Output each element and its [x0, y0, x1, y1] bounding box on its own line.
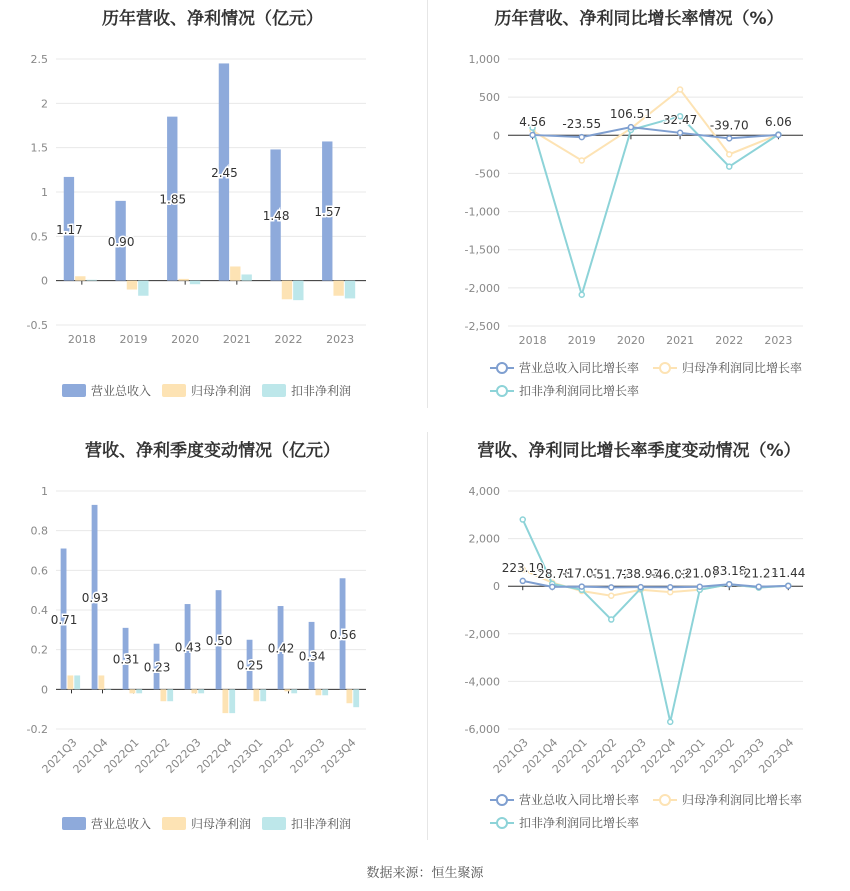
- bar-deducted-profit: [353, 689, 359, 707]
- data-label: 0.25: [236, 658, 264, 673]
- bar-deducted-profit: [190, 281, 200, 285]
- data-label: 0.56: [329, 627, 357, 642]
- chart-title: 历年营收、净利情况（亿元）: [102, 9, 323, 29]
- x-tick-label: 2023Q2: [256, 735, 297, 776]
- quarterly-growth-panel: [428, 432, 850, 842]
- legend-swatch: [62, 817, 86, 830]
- y-tick-label: 1: [41, 485, 48, 498]
- data-label: 0.93: [81, 591, 109, 606]
- legend-label: 扣非净利润同比增长率: [519, 816, 640, 830]
- bar-net-profit: [178, 279, 188, 281]
- data-label: -23.55: [562, 117, 602, 132]
- legend-label: 归母净利润同比增长率: [682, 361, 803, 375]
- series-line-deducted-profit: [533, 116, 779, 295]
- legend-label: 归母净利润: [191, 817, 252, 831]
- legend-swatch: [162, 817, 186, 830]
- data-label: -39.70: [709, 118, 749, 133]
- data-label: 2.45: [211, 166, 238, 181]
- data-point: [668, 719, 673, 724]
- x-tick-label: 2020: [171, 333, 200, 346]
- legend-swatch-marker: [497, 795, 507, 805]
- data-label: 6.06: [765, 114, 792, 129]
- x-tick-label: 2022Q1: [549, 735, 590, 776]
- data-label: 32.47: [662, 112, 698, 127]
- y-tick-label: 0.2: [30, 643, 48, 657]
- y-tick-label: 2.5: [30, 53, 48, 66]
- y-tick-label: -2,000: [464, 281, 500, 295]
- y-tick-label: 2: [41, 97, 48, 111]
- x-tick-label: 2021Q4: [520, 735, 561, 776]
- x-tick-label: 2022Q3: [608, 735, 649, 776]
- data-label: -28.78: [532, 566, 572, 581]
- y-tick-label: -6,000: [464, 723, 500, 736]
- data-point: [530, 132, 535, 137]
- y-tick-label: 1,000: [468, 53, 500, 66]
- quarterly-bar-chart: [0, 432, 425, 842]
- legend-swatch: [62, 384, 86, 397]
- legend-swatch-marker: [660, 795, 670, 805]
- y-tick-label: 1.5: [30, 141, 48, 155]
- data-point: [668, 585, 673, 590]
- bar-deducted-profit: [138, 281, 148, 296]
- data-label: -17.02: [562, 566, 602, 581]
- data-label: 0.34: [298, 649, 326, 664]
- y-tick-label: 1: [41, 186, 48, 199]
- bar-deducted-profit: [136, 689, 142, 693]
- bar-deducted-profit: [291, 689, 297, 693]
- bar-deducted-profit: [74, 675, 80, 689]
- legend-label: 营业总收入同比增长率: [519, 361, 640, 375]
- x-tick-label: 2023Q4: [318, 735, 359, 776]
- y-tick-label: 0.8: [30, 524, 48, 538]
- x-tick-label: 2018: [518, 334, 547, 347]
- legend-label: 扣非净利润: [291, 817, 352, 831]
- data-source: 数据来源：恒生聚源: [366, 866, 484, 881]
- x-tick-label: 2022Q1: [101, 735, 142, 776]
- x-tick-label: 2022: [715, 334, 744, 347]
- x-tick-label: 2020: [616, 334, 645, 347]
- data-label: -21.07: [680, 566, 720, 581]
- bar-net-profit: [222, 689, 228, 713]
- y-tick-label: 0.4: [30, 604, 48, 617]
- y-tick-label: 0: [41, 683, 48, 697]
- chart-title: 营收、净利季度变动情况（亿元）: [85, 441, 340, 461]
- data-point: [520, 578, 525, 583]
- quarterly-growth-chart: [428, 432, 850, 842]
- x-tick-label: 2023: [326, 333, 355, 346]
- bar-deducted-profit: [345, 281, 355, 299]
- y-tick-label: 2,000: [468, 532, 500, 546]
- x-tick-label: 2023Q3: [287, 735, 328, 776]
- data-label: 1.85: [159, 192, 187, 207]
- data-label: -38.93: [621, 567, 661, 582]
- x-tick-label: 2023Q4: [756, 735, 797, 776]
- data-label: 0.23: [143, 660, 171, 675]
- x-tick-label: 2022Q2: [579, 735, 620, 776]
- data-label: 0.43: [174, 640, 202, 655]
- legend-label: 归母净利润同比增长率: [682, 793, 803, 807]
- bar-net-profit: [160, 689, 166, 701]
- data-label: 0.31: [112, 652, 140, 667]
- x-tick-label: 2022Q4: [638, 735, 679, 776]
- y-tick-label: 0.5: [30, 230, 48, 244]
- legend-swatch: [262, 384, 286, 397]
- data-label: 83.18: [712, 564, 747, 579]
- data-point: [579, 158, 584, 163]
- bar-net-profit: [315, 689, 321, 695]
- x-tick-label: 2019: [567, 334, 596, 347]
- bar-deducted-profit: [198, 689, 204, 693]
- y-tick-label: -1,500: [464, 243, 500, 257]
- bar-net-profit: [75, 276, 85, 280]
- bar-deducted-profit: [260, 689, 266, 701]
- data-point: [786, 583, 791, 588]
- data-point: [579, 584, 584, 589]
- bar-net-profit: [191, 689, 197, 693]
- y-tick-label: -1,000: [464, 205, 500, 219]
- legend-label: 营业总收入: [91, 817, 152, 831]
- data-point: [550, 584, 555, 589]
- data-point: [727, 582, 732, 587]
- data-label: 1.57: [314, 205, 342, 220]
- y-tick-label: 0: [493, 129, 500, 143]
- data-label: 223.10: [501, 560, 544, 575]
- x-tick-label: 2023: [764, 334, 793, 347]
- data-point: [727, 152, 732, 157]
- legend-swatch: [262, 817, 286, 830]
- data-label: 1.48: [262, 209, 290, 224]
- legend-swatch-marker: [497, 386, 507, 396]
- bar-net-profit: [127, 281, 137, 290]
- data-point: [609, 593, 614, 598]
- legend-label: 营业总收入: [91, 384, 152, 398]
- legend-swatch-marker: [660, 363, 670, 373]
- legend-label: 扣非净利润同比增长率: [519, 384, 640, 398]
- bar-deducted-profit: [167, 689, 173, 701]
- legend-label: 营业总收入同比增长率: [519, 793, 640, 807]
- x-tick-label: 2021Q3: [39, 735, 80, 776]
- data-label: 4.56: [519, 114, 546, 129]
- annual-growth-chart: [428, 0, 850, 410]
- legend-swatch: [162, 384, 186, 397]
- data-point: [520, 517, 525, 522]
- bar-deducted-profit: [241, 274, 251, 280]
- annual-bar-chart: [0, 0, 425, 410]
- data-point: [697, 584, 702, 589]
- data-label: 11.44: [771, 565, 806, 580]
- bar-net-profit: [67, 675, 73, 689]
- data-point: [727, 164, 732, 169]
- data-label: -21.23: [739, 566, 779, 581]
- y-tick-label: 0: [493, 580, 500, 594]
- bar-deducted-profit: [229, 689, 235, 713]
- bar-deducted-profit: [293, 281, 303, 301]
- bar-net-profit: [253, 689, 259, 701]
- data-label: 1.17: [56, 222, 83, 237]
- bar-deducted-profit: [322, 689, 328, 695]
- x-tick-label: 2021Q4: [70, 735, 111, 776]
- data-point: [678, 87, 683, 92]
- x-tick-label: 2023Q1: [667, 735, 708, 776]
- bar-net-profit: [129, 689, 135, 693]
- data-label: -46.03: [650, 567, 690, 582]
- x-tick-label: 2023Q1: [225, 735, 266, 776]
- legend-label: 归母净利润: [191, 384, 252, 398]
- x-tick-label: 2022Q3: [163, 735, 204, 776]
- y-tick-label: -0.5: [26, 319, 48, 332]
- bar-net-profit: [282, 281, 292, 300]
- chart-title: 历年营收、净利同比增长率情况（%）: [494, 9, 784, 29]
- data-point: [628, 125, 633, 130]
- y-tick-label: 0: [41, 274, 48, 288]
- data-label: 106.51: [609, 107, 652, 122]
- x-tick-label: 2019: [119, 333, 148, 346]
- data-point: [727, 136, 732, 141]
- y-tick-label: 500: [479, 91, 500, 105]
- data-point: [579, 135, 584, 140]
- bar-net-profit: [346, 689, 352, 703]
- bar-net-profit: [284, 689, 290, 691]
- x-tick-label: 2022: [274, 333, 303, 346]
- data-label: -51.72: [591, 567, 631, 582]
- data-label: 0.90: [107, 234, 135, 249]
- legend-swatch-marker: [497, 818, 507, 828]
- x-tick-label: 2022Q4: [194, 735, 235, 776]
- y-tick-label: -500: [475, 167, 500, 181]
- y-tick-label: -2,000: [464, 627, 500, 641]
- bar-net-profit: [98, 675, 104, 689]
- y-tick-label: 0.6: [30, 564, 48, 578]
- legend-swatch-marker: [497, 363, 507, 373]
- x-tick-label: 2022Q2: [132, 735, 173, 776]
- bar-deducted-profit: [105, 689, 111, 690]
- bar-deducted-profit: [86, 280, 96, 281]
- data-point: [579, 292, 584, 297]
- x-tick-label: 2023Q2: [697, 735, 738, 776]
- y-tick-label: -4,000: [464, 675, 500, 689]
- data-point: [609, 585, 614, 590]
- series-line-revenue: [523, 581, 789, 588]
- data-point: [776, 132, 781, 137]
- x-tick-label: 2018: [67, 333, 96, 346]
- data-label: 0.42: [267, 641, 295, 656]
- data-point: [638, 585, 643, 590]
- bar-net-profit: [333, 281, 343, 296]
- y-tick-label: -2,500: [464, 320, 500, 333]
- annual-bar-panel: [0, 0, 425, 410]
- x-tick-label: 2021: [222, 333, 251, 346]
- x-tick-label: 2023Q3: [726, 735, 767, 776]
- data-label: 0.71: [50, 612, 78, 627]
- annual-growth-panel: [428, 0, 850, 410]
- chart-title: 营收、净利同比增长率季度变动情况（%）: [477, 441, 801, 461]
- data-label: 0.50: [205, 633, 233, 648]
- series-line-deducted-profit: [523, 520, 789, 722]
- x-tick-label: 2021Q3: [490, 735, 531, 776]
- data-point: [678, 130, 683, 135]
- bar-net-profit: [230, 266, 240, 280]
- quarterly-bar-panel: [0, 432, 425, 842]
- data-point: [756, 584, 761, 589]
- y-tick-label: 4,000: [468, 485, 500, 498]
- data-point: [609, 617, 614, 622]
- x-tick-label: 2021: [666, 334, 695, 347]
- legend-label: 扣非净利润: [291, 384, 352, 398]
- y-tick-label: -0.2: [26, 723, 48, 736]
